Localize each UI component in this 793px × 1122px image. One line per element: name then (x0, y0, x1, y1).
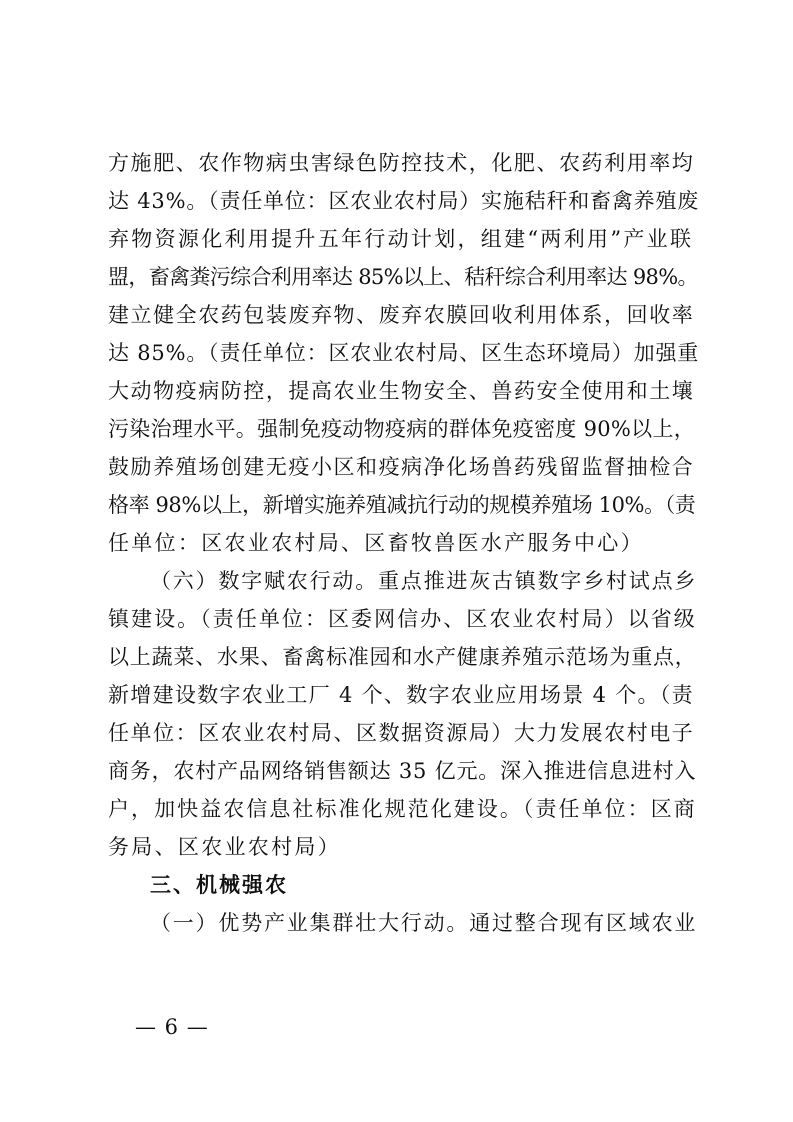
paragraph-line: 任单位：区农业农村局、区数据资源局）大力发展农村电子 (108, 721, 695, 745)
paragraph-line: 盟，畜禽粪污综合利用率达 85%以上、秸秆综合利用率达 98%。 (108, 265, 698, 289)
paragraph-line: 达 85%。（责任单位：区农业农村局、区生态环境局）加强重 (108, 341, 700, 365)
paragraph-line: 污染治理水平。强制免疫动物疫病的群体免疫密度 90%以上， (108, 417, 696, 441)
paragraph-line: 务局、区农业农村局） (108, 835, 341, 859)
paragraph-line: 鼓励养殖场创建无疫小区和疫病净化场兽药残留监督抽检合 (108, 455, 695, 479)
paragraph-line: 商务，农村产品网络销售额达 35 亿元。深入推进信息进村入 (108, 759, 697, 783)
section-heading: 三、机械强农 (150, 873, 288, 897)
paragraph-line: 达 43%。（责任单位：区农业农村局）实施秸秆和畜禽养殖废 (108, 189, 700, 213)
paragraph-line: 格率 98%以上，新增实施养殖减抗行动的规模养殖场 10%。（责 (108, 493, 696, 517)
paragraph-line: （六）数字赋农行动。重点推进灰古镇数字乡村试点乡 (150, 569, 698, 593)
paragraph-line: 以上蔬菜、水果、畜禽标准园和水产健康养殖示范场为重点， (108, 645, 697, 669)
paragraph-line: 镇建设。（责任单位：区委网信办、区农业农村局）以省级 (108, 607, 697, 631)
paragraph-line: 户，加快益农信息社标准化规范化建设。（责任单位：区商 (108, 797, 697, 821)
paragraph-line: 建立健全农药包装废弃物、废弃农膜回收利用体系，回收率 (108, 303, 695, 327)
paragraph-line: 方施肥、农作物病虫害绿色防控技术，化肥、农药利用率均 (108, 151, 695, 175)
paragraph-line: （一）优势产业集群壮大行动。通过整合现有区域农业 (150, 911, 698, 935)
paragraph-line: 任单位：区农业农村局、区畜牧兽医水产服务中心） (108, 531, 644, 555)
paragraph-line: 大动物疫病防控，提高农业生物安全、兽药安全使用和土壤 (108, 379, 695, 403)
page-number: — 6 — (135, 1015, 209, 1039)
paragraph-line: 弃物资源化利用提升五年行动计划，组建“两利用”产业联 (108, 227, 694, 251)
paragraph-line: 新增建设数字农业工厂 4 个、数字农业应用场景 4 个。（责 (108, 683, 694, 707)
